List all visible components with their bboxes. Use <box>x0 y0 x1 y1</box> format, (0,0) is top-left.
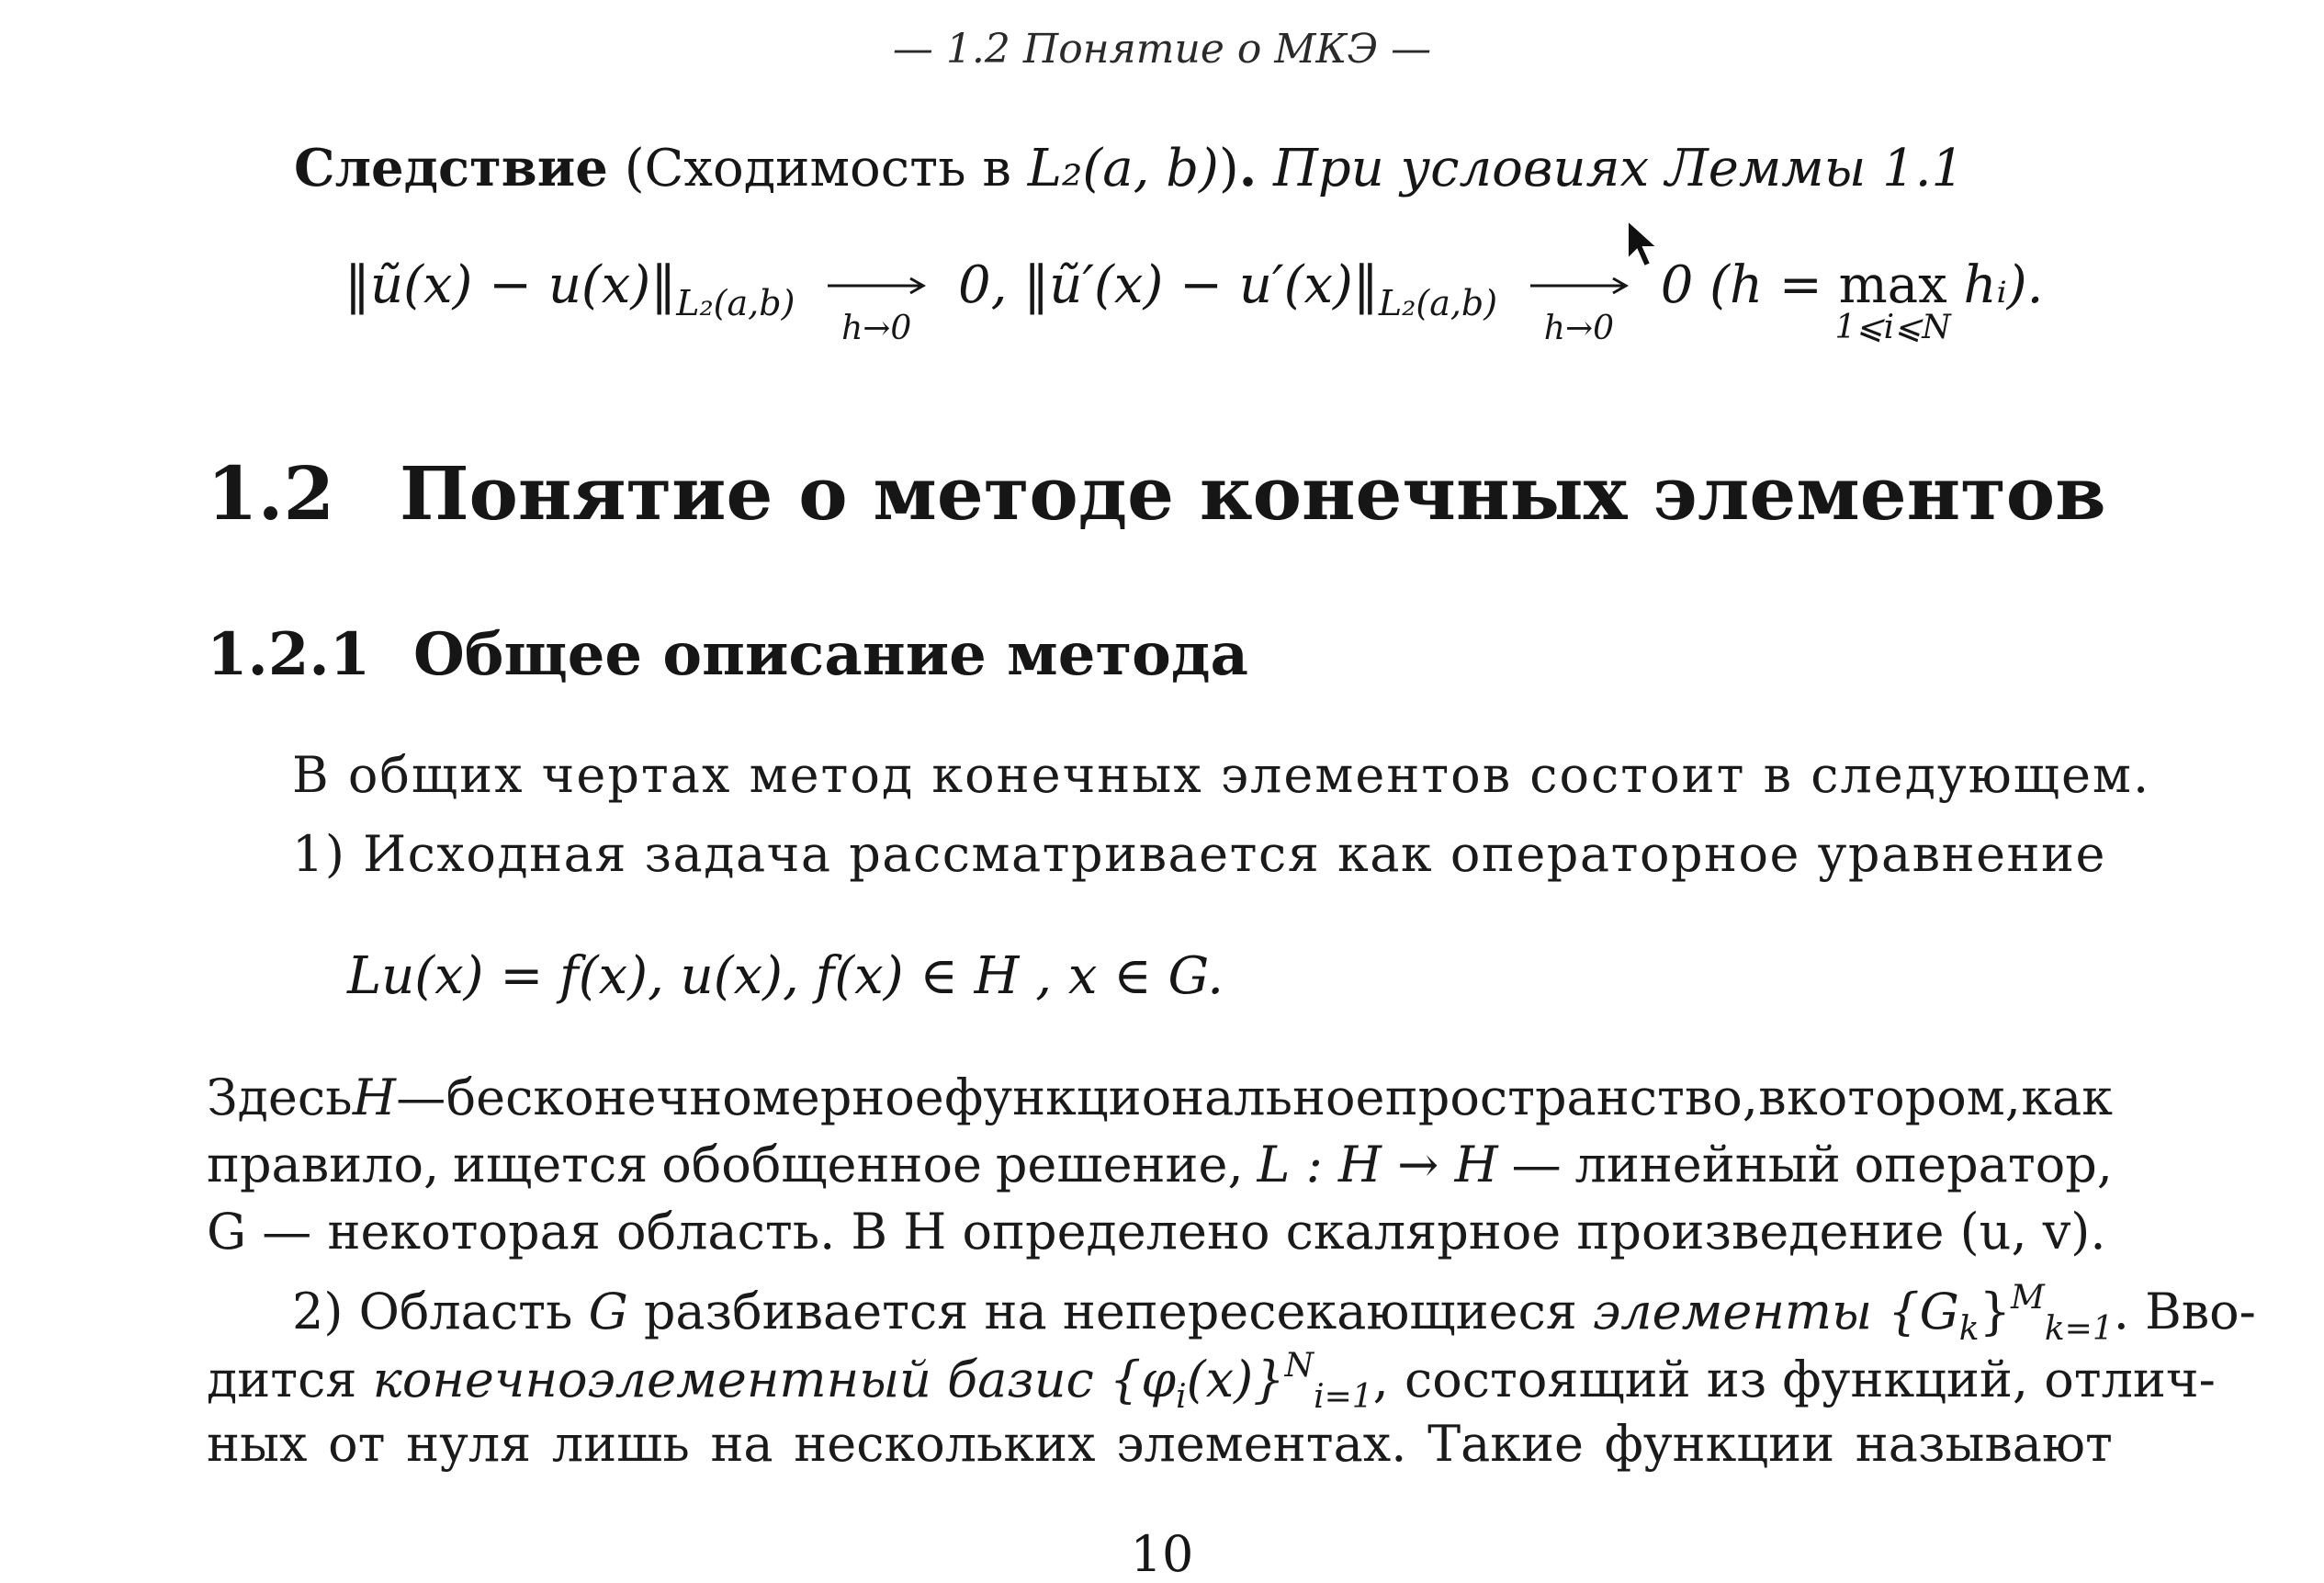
basis-lower: i=1 <box>1314 1378 1373 1416</box>
operator-signature: L : H → H <box>1257 1136 1498 1193</box>
right-arrow-icon <box>826 277 927 295</box>
basis-set-mid: (x)} <box>1186 1351 1285 1408</box>
section-heading: Понятие о методе конечных элементов <box>400 450 2106 537</box>
word: ищется <box>453 1136 649 1193</box>
word: — <box>396 1069 446 1126</box>
section-number: 1.2 <box>207 450 335 537</box>
word: нуля <box>406 1415 532 1473</box>
subsection-number: 1.2.1 <box>207 620 371 689</box>
word: функции <box>1604 1415 1835 1473</box>
corollary-label: Следствие <box>294 138 608 198</box>
step-2-start: 2) Область <box>292 1283 589 1340</box>
step-2-end: . Вво- <box>2113 1283 2256 1340</box>
word: бесконечномерное <box>446 1069 944 1126</box>
elements-set-close: } <box>1979 1283 2011 1340</box>
max-operator <box>1834 255 1951 346</box>
running-header: — 1.2 Понятие о МКЭ — <box>892 26 1432 73</box>
word: в <box>1758 1069 1787 1126</box>
elements-lower: k=1 <box>2044 1310 2114 1348</box>
word: от <box>328 1415 386 1473</box>
norm-1-subscript: L₂(a,b) <box>676 283 795 323</box>
text-line-7 <box>207 1347 2216 1416</box>
corollary-dot: . <box>1238 138 1258 198</box>
word: Здесь <box>207 1069 353 1126</box>
word: решение, <box>995 1136 1244 1193</box>
word: правило, <box>207 1136 440 1193</box>
word: Такие <box>1427 1415 1584 1473</box>
convergence-formula <box>344 255 2044 347</box>
step-1-text: 1) Исходная задача рассматривается как операторное уравнение <box>292 825 2106 883</box>
elements-upper: M <box>2010 1279 2045 1317</box>
word: оператор, <box>1854 1136 2113 1193</box>
step-2-mid: разбивается на непересекающиеся <box>627 1283 1594 1340</box>
corollary-statement <box>294 138 1964 198</box>
corollary-paren-open: (Сходимость в <box>624 139 1028 198</box>
subsection-heading: Общее описание метода <box>413 620 1248 689</box>
limit-arrow-2 <box>1529 271 1630 347</box>
page-number: 10 <box>1130 1525 1194 1583</box>
text-line-4 <box>207 1136 2113 1193</box>
section-title <box>207 450 2106 537</box>
word: как <box>2021 1069 2113 1126</box>
text-line-6 <box>292 1279 2256 1348</box>
operator-equation: Lu(x) = f(x), u(x), f(x) ∈ H , x ∈ G. <box>347 946 1224 1006</box>
norm-2-subscript: L₂(a,b) <box>1378 283 1498 323</box>
word: лишь <box>551 1415 690 1473</box>
step-definition: 0 (h = <box>1660 255 1839 315</box>
corollary-condition: При условиях Леммы 1.1 <box>1273 139 1965 198</box>
limit-arrow-1 <box>826 271 927 347</box>
word: котором, <box>1787 1069 2021 1126</box>
word: элементах. <box>1116 1415 1407 1473</box>
word: называют <box>1855 1415 2113 1473</box>
text-line-8 <box>207 1415 2113 1473</box>
basis-term: конечноэлементный базис <box>372 1351 1094 1408</box>
elements-term: элементы <box>1593 1283 1873 1340</box>
step-tail: hᵢ). <box>1946 255 2044 315</box>
domain-symbol: G <box>588 1283 628 1340</box>
intro-paragraph: В общих чертах метод конечных элементов состоит в следующем. <box>292 746 2151 804</box>
word: ных <box>207 1415 308 1473</box>
corollary-space: L₂(a, b) <box>1027 139 1219 198</box>
basis-start: дится <box>207 1351 373 1408</box>
subsection-title <box>207 620 1248 689</box>
mouse-cursor-icon <box>1626 219 1663 274</box>
limit-arrow-1-label: h→0 <box>841 309 912 347</box>
word: на <box>710 1415 773 1473</box>
basis-end: , состоящий из функций, отлич- <box>1372 1351 2216 1408</box>
max-word: max <box>1838 255 1947 315</box>
word: функциональное <box>944 1069 1385 1126</box>
elements-set-index: k <box>1958 1310 1980 1348</box>
text-line-5: G — некоторая область. В H определено скалярное произведение (u, v). <box>207 1203 2106 1261</box>
word: пространство, <box>1384 1069 1758 1126</box>
max-range: 1⩽i⩽N <box>1834 309 1951 346</box>
corollary-paren-close: ) <box>1218 139 1239 198</box>
basis-set-index: i <box>1176 1378 1187 1416</box>
norm-1: ‖ũ(x) − u(x)‖ <box>344 255 677 315</box>
limit-arrow-2-label: h→0 <box>1543 309 1615 347</box>
word: H <box>352 1069 396 1126</box>
right-arrow-icon <box>1529 277 1630 295</box>
word: линейный <box>1574 1136 1841 1193</box>
elements-set: {G <box>1872 1283 1959 1340</box>
norm-2: 0, ‖ũ′(x) − u′(x)‖ <box>958 255 1379 315</box>
word: нескольких <box>794 1415 1096 1473</box>
basis-upper: N <box>1284 1347 1314 1385</box>
text-line-3 <box>207 1069 2113 1126</box>
basis-set: {φ <box>1093 1351 1177 1408</box>
word: обобщенное <box>661 1136 982 1193</box>
word: — <box>1511 1136 1562 1193</box>
